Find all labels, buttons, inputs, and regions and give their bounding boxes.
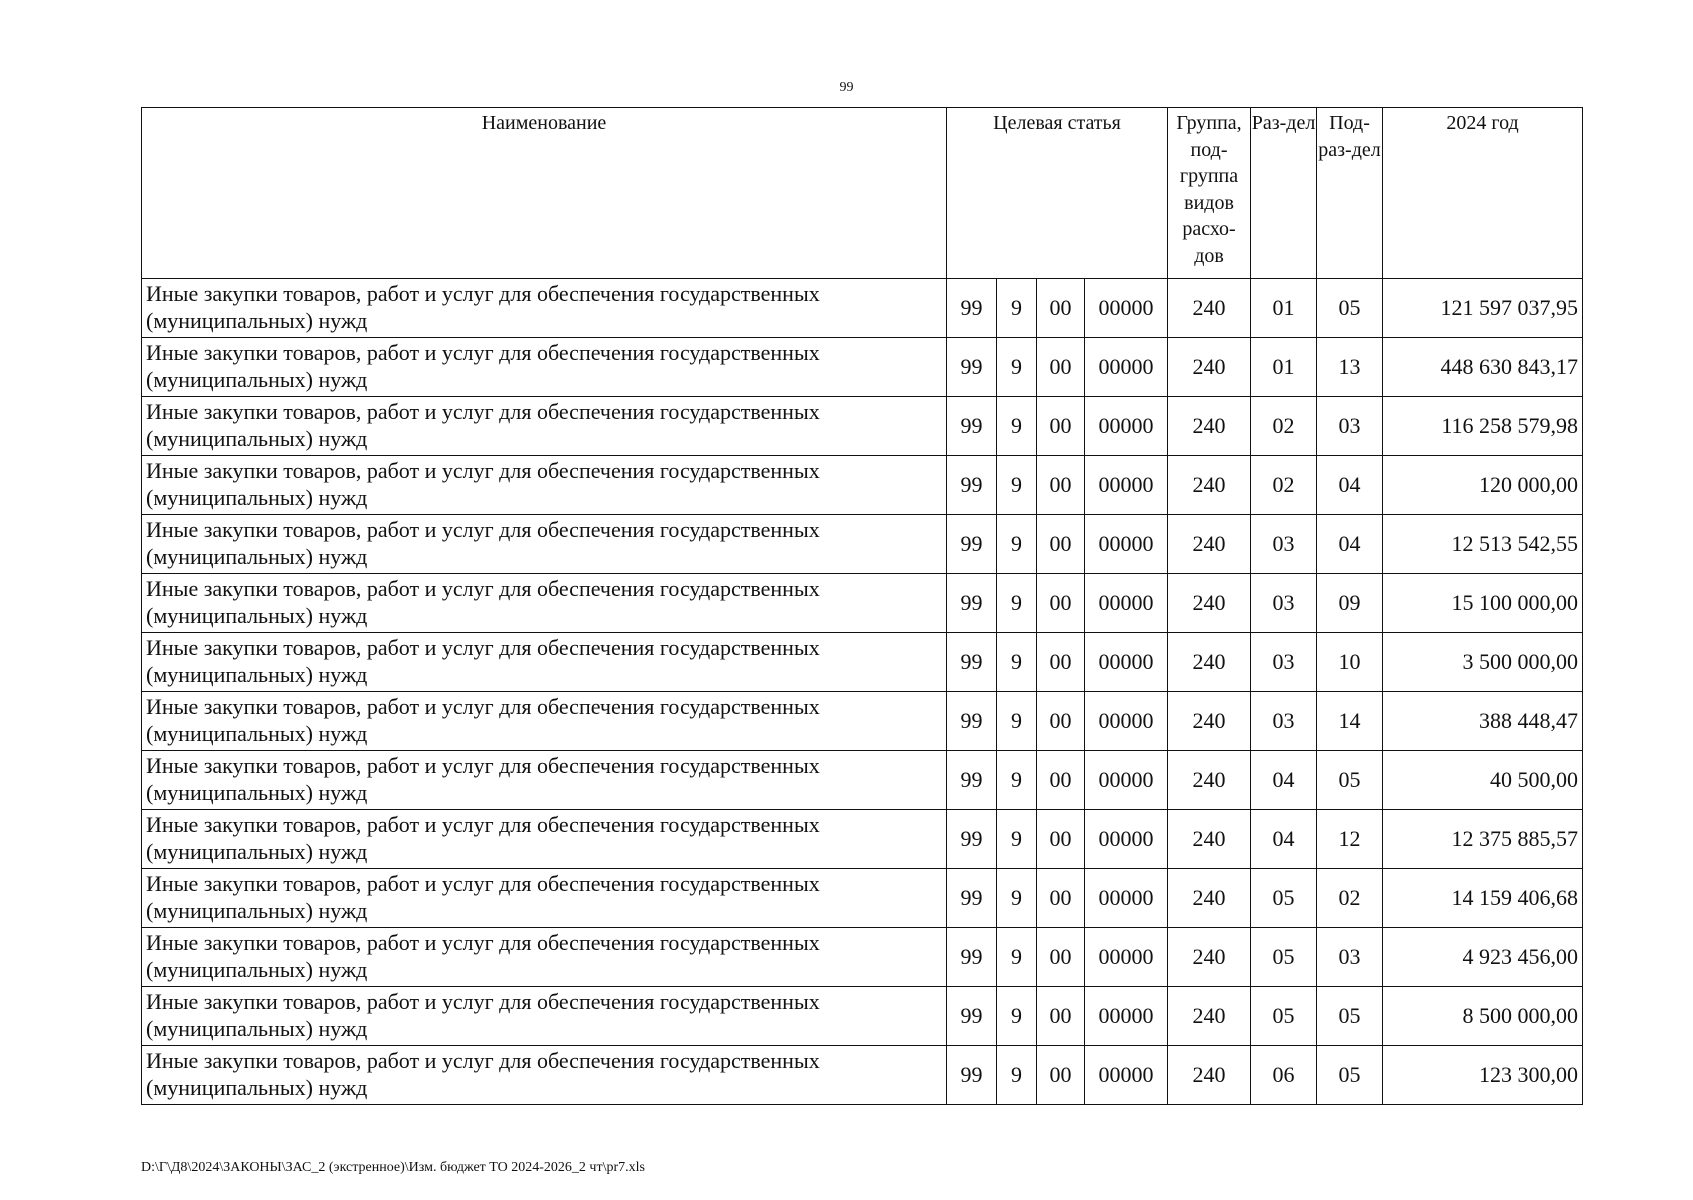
table-row: [142, 869, 1583, 928]
header-group: Группа, под-группа видов расхо-дов: [1168, 108, 1251, 279]
cell-expense-group: 240: [1168, 279, 1251, 338]
cell-target-program: 99: [947, 869, 997, 928]
cell-subsection: 04: [1317, 456, 1383, 515]
cell-expense-group: 240: [1168, 692, 1251, 751]
cell-target-subprogram: 9: [997, 338, 1037, 397]
cell-name: Иные закупки товаров, работ и услуг для обеспечения государственных (муниципальных) нужд: [142, 397, 947, 456]
cell-expense-group: 240: [1168, 751, 1251, 810]
cell-expense-group: 240: [1168, 456, 1251, 515]
cell-target-code: 00000: [1085, 633, 1168, 692]
cell-name: Иные закупки товаров, работ и услуг для обеспечения государственных (муниципальных) нужд: [142, 574, 947, 633]
cell-target-subprogram: 9: [997, 869, 1037, 928]
cell-target-subprogram: 9: [997, 279, 1037, 338]
cell-target-program: 99: [947, 633, 997, 692]
header-target: Целевая статья: [947, 108, 1168, 279]
cell-name: Иные закупки товаров, работ и услуг для обеспечения государственных (муниципальных) нужд: [142, 515, 947, 574]
cell-expense-group: 240: [1168, 987, 1251, 1046]
cell-target-code: 00000: [1085, 810, 1168, 869]
cell-target-direction: 00: [1037, 279, 1085, 338]
cell-target-code: 00000: [1085, 869, 1168, 928]
cell-subsection: 05: [1317, 1046, 1383, 1105]
cell-amount-2024: 40 500,00: [1383, 751, 1583, 810]
header-name: Наименование: [142, 108, 947, 279]
cell-amount-2024: 12 513 542,55: [1383, 515, 1583, 574]
cell-name: Иные закупки товаров, работ и услуг для обеспечения государственных (муниципальных) нужд: [142, 692, 947, 751]
cell-section: 03: [1251, 633, 1317, 692]
cell-target-program: 99: [947, 810, 997, 869]
cell-target-subprogram: 9: [997, 456, 1037, 515]
cell-name: Иные закупки товаров, работ и услуг для обеспечения государственных (муниципальных) нужд: [142, 1046, 947, 1105]
cell-amount-2024: 116 258 579,98: [1383, 397, 1583, 456]
cell-target-code: 00000: [1085, 397, 1168, 456]
cell-target-program: 99: [947, 574, 997, 633]
cell-name: Иные закупки товаров, работ и услуг для обеспечения государственных (муниципальных) нужд: [142, 633, 947, 692]
cell-target-program: 99: [947, 338, 997, 397]
cell-expense-group: 240: [1168, 810, 1251, 869]
cell-target-program: 99: [947, 279, 997, 338]
table-row: [142, 633, 1583, 692]
cell-section: 01: [1251, 279, 1317, 338]
cell-target-direction: 00: [1037, 692, 1085, 751]
table-row: [142, 751, 1583, 810]
cell-expense-group: 240: [1168, 515, 1251, 574]
table-row: [142, 515, 1583, 574]
cell-subsection: 05: [1317, 987, 1383, 1046]
cell-target-direction: 00: [1037, 810, 1085, 869]
cell-subsection: 02: [1317, 869, 1383, 928]
cell-target-code: 00000: [1085, 456, 1168, 515]
cell-subsection: 05: [1317, 751, 1383, 810]
cell-target-program: 99: [947, 987, 997, 1046]
table-row: [142, 279, 1583, 338]
header-year: 2024 год: [1383, 108, 1583, 279]
page-number: 99: [839, 80, 854, 95]
cell-target-direction: 00: [1037, 928, 1085, 987]
cell-target-code: 00000: [1085, 987, 1168, 1046]
cell-target-code: 00000: [1085, 338, 1168, 397]
table-row: [142, 397, 1583, 456]
cell-expense-group: 240: [1168, 397, 1251, 456]
table-body: [142, 279, 1583, 1105]
table-row: [142, 1046, 1583, 1105]
cell-expense-group: 240: [1168, 338, 1251, 397]
footer-file-path: D:\Г\Д8\2024\ЗАКОНЫ\ЗАС_2 (экстренное)\Изм. бюджет ТО 2024-2026_2 чт\pr7.xls: [141, 1160, 645, 1175]
cell-target-subprogram: 9: [997, 987, 1037, 1046]
cell-target-direction: 00: [1037, 574, 1085, 633]
cell-amount-2024: 4 923 456,00: [1383, 928, 1583, 987]
cell-target-code: 00000: [1085, 692, 1168, 751]
cell-section: 03: [1251, 515, 1317, 574]
cell-amount-2024: 448 630 843,17: [1383, 338, 1583, 397]
cell-target-code: 00000: [1085, 1046, 1168, 1105]
table-row: [142, 810, 1583, 869]
budget-table: [141, 107, 1583, 1105]
cell-subsection: 04: [1317, 515, 1383, 574]
cell-target-subprogram: 9: [997, 928, 1037, 987]
table-row: [142, 456, 1583, 515]
cell-target-subprogram: 9: [997, 633, 1037, 692]
header-section: Раз-дел: [1251, 108, 1317, 279]
cell-name: Иные закупки товаров, работ и услуг для обеспечения государственных (муниципальных) нужд: [142, 928, 947, 987]
cell-section: 02: [1251, 456, 1317, 515]
cell-expense-group: 240: [1168, 1046, 1251, 1105]
cell-amount-2024: 12 375 885,57: [1383, 810, 1583, 869]
cell-target-subprogram: 9: [997, 692, 1037, 751]
cell-target-subprogram: 9: [997, 1046, 1037, 1105]
cell-subsection: 13: [1317, 338, 1383, 397]
cell-target-direction: 00: [1037, 869, 1085, 928]
cell-target-direction: 00: [1037, 633, 1085, 692]
cell-section: 03: [1251, 692, 1317, 751]
cell-amount-2024: 120 000,00: [1383, 456, 1583, 515]
cell-target-direction: 00: [1037, 987, 1085, 1046]
cell-section: 06: [1251, 1046, 1317, 1105]
cell-target-program: 99: [947, 751, 997, 810]
cell-amount-2024: 15 100 000,00: [1383, 574, 1583, 633]
cell-target-direction: 00: [1037, 1046, 1085, 1105]
cell-name: Иные закупки товаров, работ и услуг для обеспечения государственных (муниципальных) нужд: [142, 751, 947, 810]
cell-target-program: 99: [947, 1046, 997, 1105]
cell-name: Иные закупки товаров, работ и услуг для обеспечения государственных (муниципальных) нужд: [142, 456, 947, 515]
cell-section: 04: [1251, 810, 1317, 869]
table-row: [142, 338, 1583, 397]
cell-amount-2024: 3 500 000,00: [1383, 633, 1583, 692]
cell-target-program: 99: [947, 928, 997, 987]
table-header-row: [142, 108, 1583, 279]
header-subsection: Под-раз-дел: [1317, 108, 1383, 279]
cell-target-direction: 00: [1037, 338, 1085, 397]
cell-target-subprogram: 9: [997, 751, 1037, 810]
cell-target-program: 99: [947, 515, 997, 574]
cell-name: Иные закупки товаров, работ и услуг для обеспечения государственных (муниципальных) нужд: [142, 338, 947, 397]
cell-target-program: 99: [947, 456, 997, 515]
cell-target-direction: 00: [1037, 456, 1085, 515]
cell-subsection: 10: [1317, 633, 1383, 692]
cell-expense-group: 240: [1168, 574, 1251, 633]
cell-target-code: 00000: [1085, 515, 1168, 574]
table-row: [142, 574, 1583, 633]
cell-expense-group: 240: [1168, 869, 1251, 928]
table-row: [142, 928, 1583, 987]
cell-subsection: 14: [1317, 692, 1383, 751]
cell-section: 04: [1251, 751, 1317, 810]
cell-name: Иные закупки товаров, работ и услуг для обеспечения государственных (муниципальных) нужд: [142, 810, 947, 869]
cell-target-subprogram: 9: [997, 397, 1037, 456]
cell-amount-2024: 121 597 037,95: [1383, 279, 1583, 338]
cell-subsection: 09: [1317, 574, 1383, 633]
cell-section: 03: [1251, 574, 1317, 633]
cell-amount-2024: 123 300,00: [1383, 1046, 1583, 1105]
cell-name: Иные закупки товаров, работ и услуг для обеспечения государственных (муниципальных) нужд: [142, 279, 947, 338]
cell-section: 01: [1251, 338, 1317, 397]
cell-target-program: 99: [947, 397, 997, 456]
cell-target-code: 00000: [1085, 279, 1168, 338]
cell-expense-group: 240: [1168, 928, 1251, 987]
cell-section: 02: [1251, 397, 1317, 456]
cell-target-program: 99: [947, 692, 997, 751]
cell-target-subprogram: 9: [997, 574, 1037, 633]
cell-subsection: 05: [1317, 279, 1383, 338]
table-row: [142, 692, 1583, 751]
cell-target-direction: 00: [1037, 515, 1085, 574]
cell-target-code: 00000: [1085, 574, 1168, 633]
cell-name: Иные закупки товаров, работ и услуг для обеспечения государственных (муниципальных) нужд: [142, 869, 947, 928]
cell-target-direction: 00: [1037, 397, 1085, 456]
table-row: [142, 987, 1583, 1046]
cell-target-subprogram: 9: [997, 515, 1037, 574]
cell-target-direction: 00: [1037, 751, 1085, 810]
cell-amount-2024: 388 448,47: [1383, 692, 1583, 751]
cell-section: 05: [1251, 869, 1317, 928]
cell-section: 05: [1251, 987, 1317, 1046]
cell-target-code: 00000: [1085, 751, 1168, 810]
cell-subsection: 12: [1317, 810, 1383, 869]
cell-amount-2024: 8 500 000,00: [1383, 987, 1583, 1046]
cell-expense-group: 240: [1168, 633, 1251, 692]
cell-subsection: 03: [1317, 397, 1383, 456]
cell-target-subprogram: 9: [997, 810, 1037, 869]
cell-target-code: 00000: [1085, 928, 1168, 987]
cell-subsection: 03: [1317, 928, 1383, 987]
cell-section: 05: [1251, 928, 1317, 987]
cell-name: Иные закупки товаров, работ и услуг для обеспечения государственных (муниципальных) нужд: [142, 987, 947, 1046]
cell-amount-2024: 14 159 406,68: [1383, 869, 1583, 928]
